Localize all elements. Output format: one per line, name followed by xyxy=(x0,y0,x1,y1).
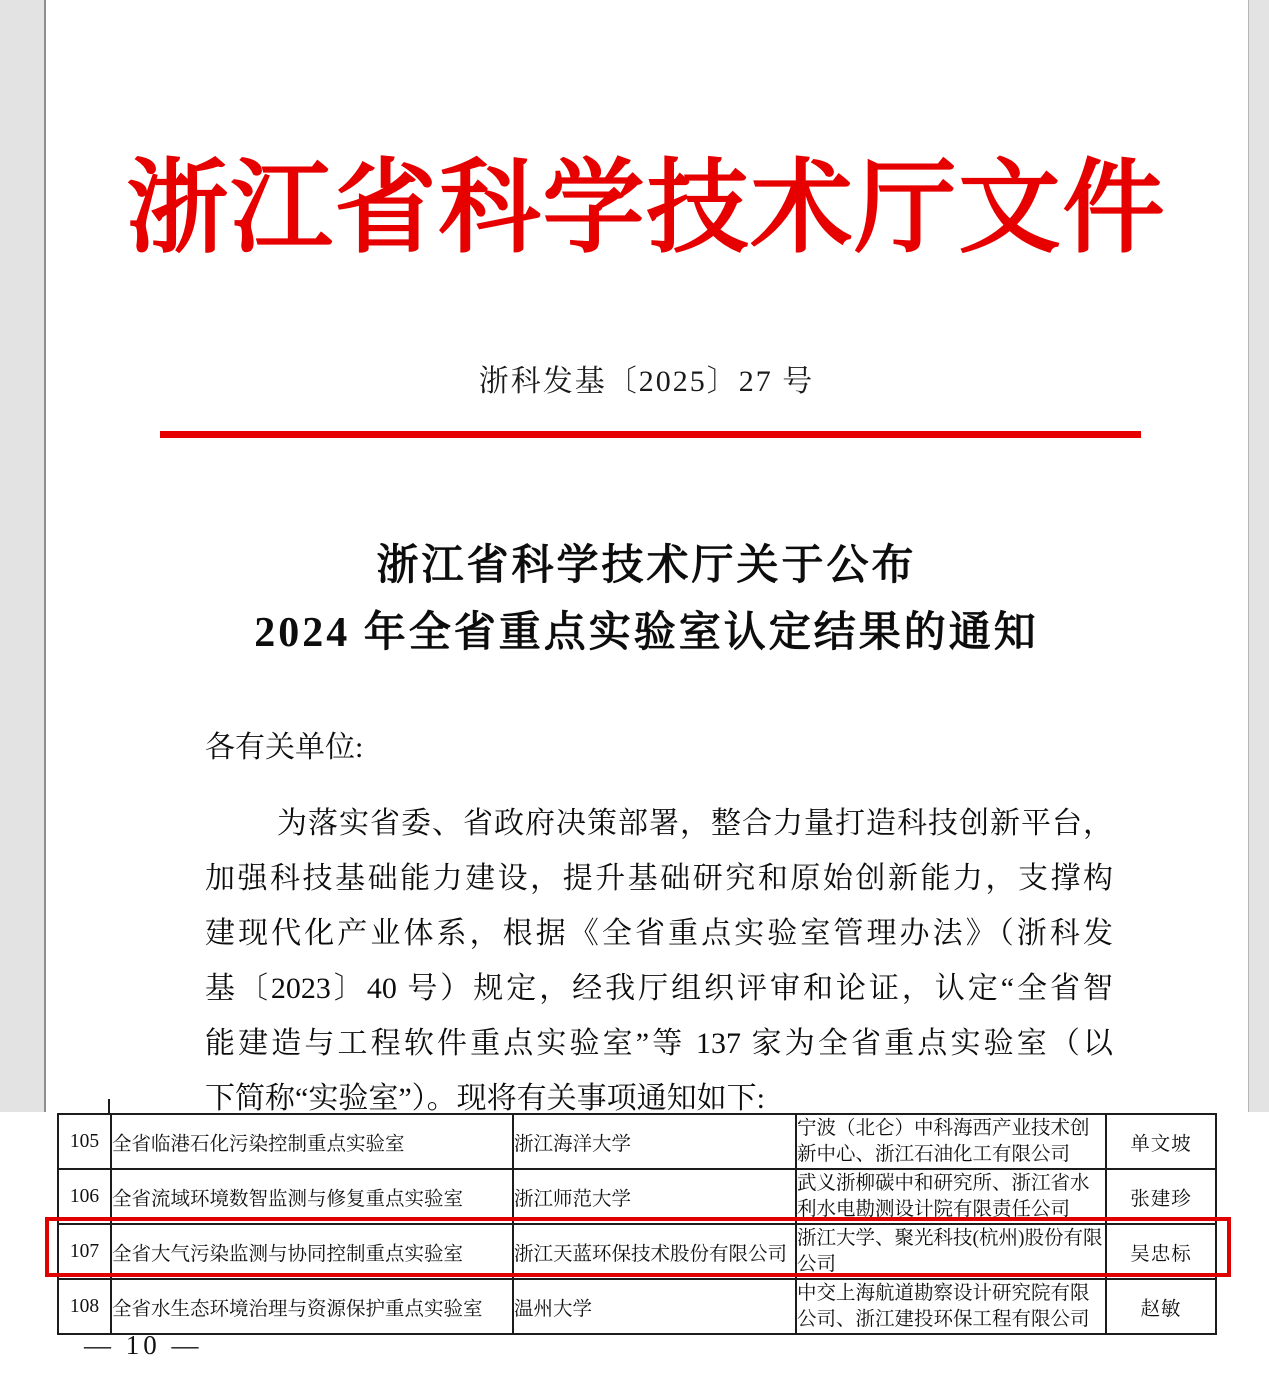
key-lab-results-table xyxy=(57,1113,1217,1335)
cell-host-institution: 浙江海洋大学 xyxy=(513,1114,796,1169)
body-paragraph xyxy=(205,796,1113,1126)
cell-index: 107 xyxy=(58,1224,111,1279)
cell-host-institution: 浙江师范大学 xyxy=(513,1169,796,1224)
cell-partner-units: 浙江大学、聚光科技(杭州)股份有限公司 xyxy=(796,1224,1106,1279)
cell-lab-name: 全省水生态环境治理与资源保护重点实验室 xyxy=(111,1279,513,1334)
cell-partner-units: 武义浙柳碳中和研究所、浙江省水利水电勘测设计院有限责任公司 xyxy=(796,1169,1106,1224)
cell-lab-name: 全省临港石化污染控制重点实验室 xyxy=(111,1114,513,1169)
letterhead-divider-line xyxy=(160,431,1141,438)
cell-host-institution: 浙江天蓝环保技术股份有限公司 xyxy=(513,1224,796,1279)
cell-index: 105 xyxy=(58,1114,111,1169)
table-divider-stub xyxy=(108,1099,110,1113)
cell-director: 吴忠标 xyxy=(1106,1224,1216,1279)
table-row-108 xyxy=(58,1279,1216,1334)
paragraph-line: 下简称“实验室”）。现将有关事项通知如下: xyxy=(205,1082,765,1115)
scan-margin-left xyxy=(0,0,46,1112)
paragraph-line: 加强科技基础能力建设，提升基础研究和原始创新能力，支撑构 xyxy=(205,862,1113,895)
cell-index: 108 xyxy=(58,1279,111,1334)
cell-director: 张建珍 xyxy=(1106,1169,1216,1224)
cell-lab-name: 全省大气污染监测与协同控制重点实验室 xyxy=(111,1224,513,1279)
table-row-105 xyxy=(58,1114,1216,1169)
cell-director: 单文坡 xyxy=(1106,1114,1216,1169)
paragraph-line: 基〔2023〕40 号）规定，经我厅组织评审和论证，认定“全省智 xyxy=(205,972,1113,1005)
cell-host-institution: 温州大学 xyxy=(513,1279,796,1334)
paragraph-line: 建现代化产业体系，根据《全省重点实验室管理办法》（浙科发 xyxy=(205,917,1113,950)
notice-title-line-1: 浙江省科学技术厅关于公布 xyxy=(376,543,917,589)
notice-title-line-2: 2024 年全省重点实验室认定结果的通知 xyxy=(254,610,1039,656)
cell-partner-units: 中交上海航道勘察设计研究院有限公司、浙江建投环保工程有限公司 xyxy=(796,1279,1106,1334)
results-table-region xyxy=(57,1113,1215,1335)
page-number: — 10 — xyxy=(84,1330,203,1360)
cell-partner-units: 宁波（北仑）中科海西产业技术创新中心、浙江石油化工有限公司 xyxy=(796,1114,1106,1169)
document-number: 浙科发基〔2025〕27 号 xyxy=(478,365,815,398)
agency-letterhead-title: 浙江省科学技术厅文件 xyxy=(126,153,1167,266)
cell-director: 赵敏 xyxy=(1106,1279,1216,1334)
cell-lab-name: 全省流域环境数智监测与修复重点实验室 xyxy=(111,1169,513,1224)
cell-index: 106 xyxy=(58,1169,111,1224)
salutation: 各有关单位: xyxy=(205,731,364,764)
table-row-107 xyxy=(58,1224,1216,1279)
table-row-106 xyxy=(58,1169,1216,1224)
paragraph-line: 能建造与工程软件重点实验室”等 137 家为全省重点实验室（以 xyxy=(205,1027,1113,1060)
paragraph-line: 为落实省委、省政府决策部署，整合力量打造科技创新平台， xyxy=(277,807,1113,840)
scan-margin-right xyxy=(1248,0,1269,1112)
